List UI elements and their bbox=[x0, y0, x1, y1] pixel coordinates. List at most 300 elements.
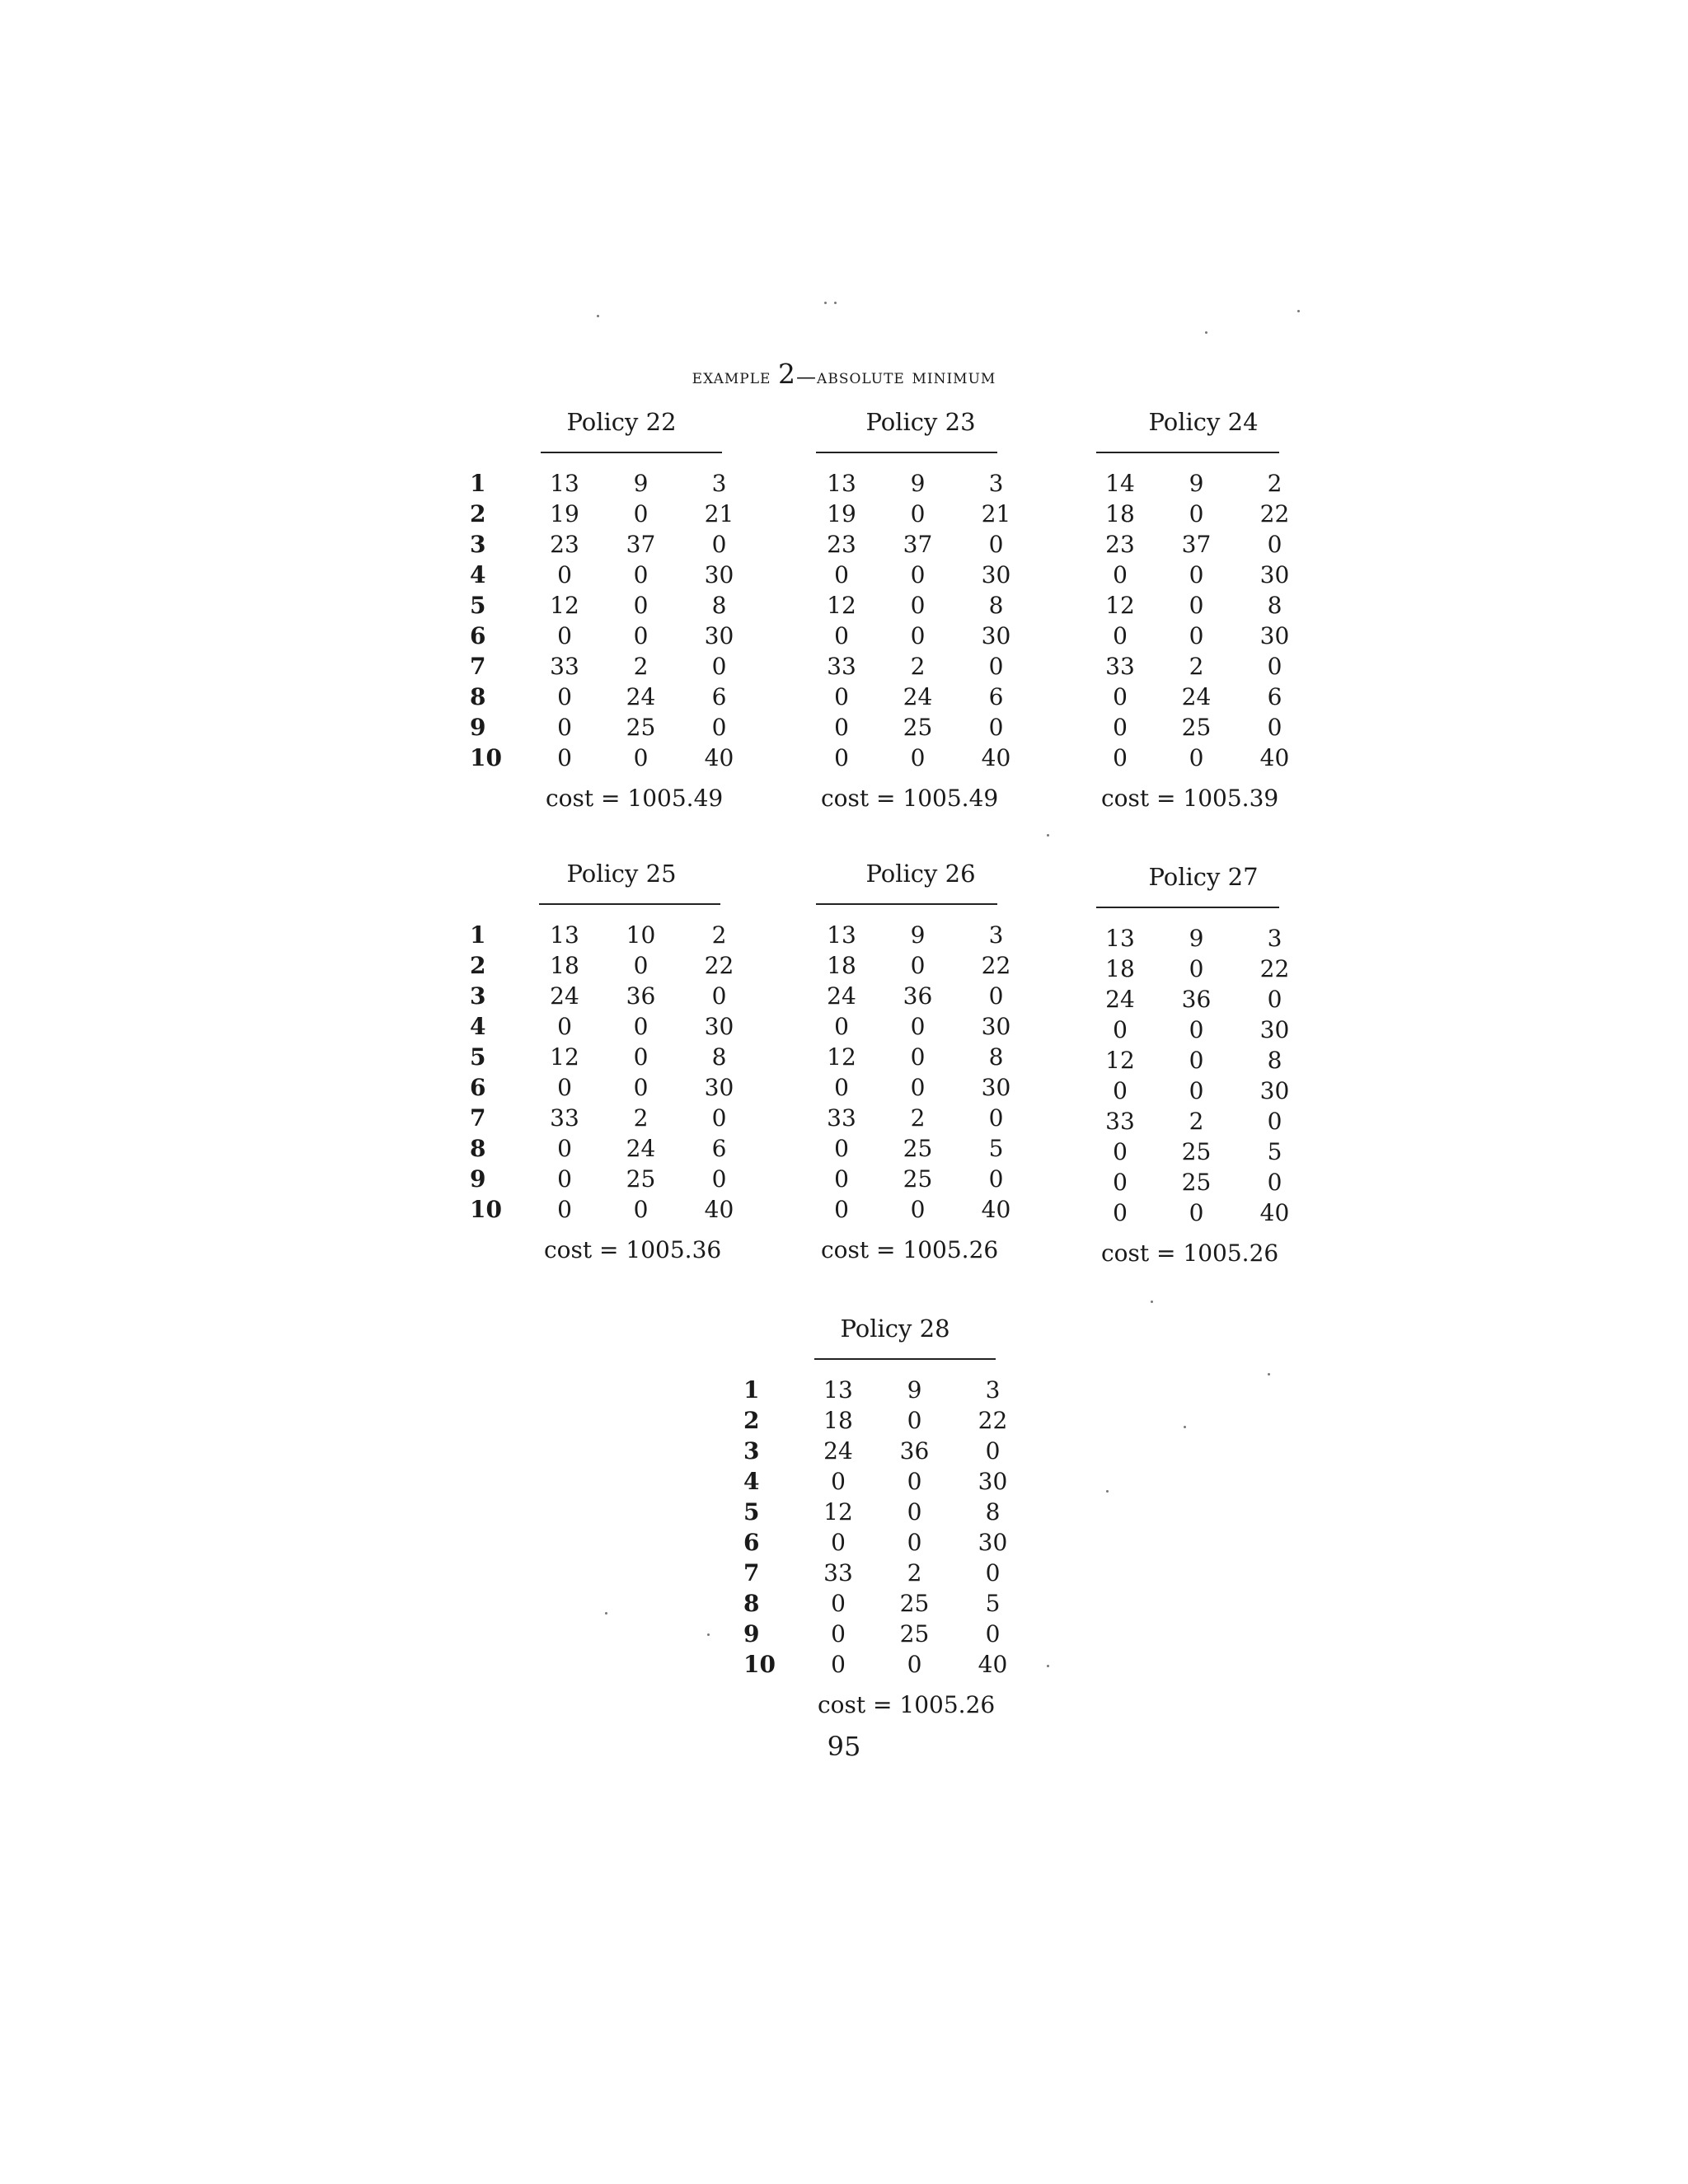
policy-table bbox=[804, 920, 1035, 1225]
table-row bbox=[743, 1375, 1032, 1405]
policy-title: Policy 26 bbox=[865, 860, 976, 888]
table-row bbox=[804, 920, 1035, 950]
policy-cost: cost = 1005.26 bbox=[818, 1691, 996, 1718]
table-cell: 24 bbox=[1105, 986, 1135, 1013]
table-cell: 0 bbox=[633, 592, 649, 619]
row-label: 2 bbox=[470, 952, 486, 979]
table-cell: 0 bbox=[910, 1043, 926, 1071]
table-row bbox=[804, 1011, 1035, 1042]
table-row bbox=[470, 950, 758, 981]
table-cell: 25 bbox=[903, 1165, 933, 1193]
table-cell: 36 bbox=[903, 982, 933, 1010]
table-cell: 33 bbox=[550, 1104, 579, 1132]
scan-speck bbox=[1184, 1426, 1186, 1428]
table-cell: 3 bbox=[985, 1376, 1001, 1404]
table-cell: 24 bbox=[903, 683, 933, 710]
policy-25-block bbox=[465, 855, 778, 1263]
policy-title: Policy 24 bbox=[1148, 408, 1259, 436]
table-cell: 37 bbox=[626, 531, 656, 558]
table-row bbox=[470, 1164, 758, 1194]
table-row bbox=[804, 590, 1035, 621]
table-row bbox=[804, 651, 1035, 682]
table-row bbox=[1083, 651, 1314, 682]
table-cell: 0 bbox=[633, 500, 649, 527]
table-cell: 0 bbox=[907, 1468, 922, 1495]
page-title bbox=[0, 358, 1688, 390]
table-cell: 10 bbox=[626, 921, 656, 949]
row-label: 2 bbox=[470, 500, 486, 527]
table-cell: 0 bbox=[831, 1590, 846, 1617]
row-label: 7 bbox=[470, 1104, 486, 1132]
table-cell: 24 bbox=[827, 982, 856, 1010]
table-cell: 0 bbox=[910, 622, 926, 649]
table-cell: 0 bbox=[988, 1165, 1004, 1193]
table-cell: 0 bbox=[1189, 955, 1204, 982]
row-label: 3 bbox=[743, 1437, 760, 1465]
table-cell: 0 bbox=[988, 653, 1004, 680]
page-number: 95 bbox=[827, 1731, 861, 1762]
table-cell: 0 bbox=[633, 744, 649, 771]
table-row bbox=[1083, 743, 1314, 773]
table-cell: 13 bbox=[1105, 925, 1135, 952]
table-cell: 30 bbox=[981, 1074, 1011, 1101]
table-cell: 12 bbox=[823, 1498, 853, 1526]
table-row bbox=[743, 1466, 1032, 1497]
table-cell: 0 bbox=[988, 531, 1004, 558]
table-cell: 0 bbox=[557, 744, 572, 771]
table-cell: 18 bbox=[550, 952, 579, 979]
table-cell: 30 bbox=[1259, 1077, 1290, 1104]
table-row bbox=[804, 1103, 1035, 1133]
table-cell: 30 bbox=[981, 1013, 1011, 1040]
table-cell: 36 bbox=[626, 982, 656, 1010]
table-cell: 0 bbox=[910, 500, 926, 527]
table-cell: 3 bbox=[988, 470, 1004, 497]
table-row bbox=[743, 1558, 1032, 1588]
table-cell: 23 bbox=[827, 531, 856, 558]
table-row bbox=[1083, 1167, 1314, 1197]
row-label: 10 bbox=[743, 1651, 776, 1678]
table-row bbox=[804, 621, 1035, 651]
table-cell: 25 bbox=[899, 1620, 930, 1647]
table-cell: 13 bbox=[550, 921, 579, 949]
row-label: 8 bbox=[470, 1135, 486, 1162]
table-cell: 0 bbox=[834, 1074, 849, 1101]
scan-speck bbox=[1268, 1373, 1270, 1376]
table-row bbox=[743, 1649, 1032, 1680]
table-cell: 22 bbox=[1259, 955, 1290, 982]
table-cell: 5 bbox=[1267, 1138, 1282, 1165]
table-row bbox=[743, 1619, 1032, 1649]
table-row bbox=[743, 1405, 1032, 1436]
table-cell: 18 bbox=[1105, 955, 1135, 982]
table-cell: 30 bbox=[981, 622, 1011, 649]
table-cell: 40 bbox=[978, 1651, 1008, 1678]
table-cell: 0 bbox=[988, 1104, 1004, 1132]
table-cell: 0 bbox=[1189, 622, 1204, 649]
row-label: 8 bbox=[743, 1590, 760, 1617]
table-row bbox=[804, 1164, 1035, 1194]
row-label: 5 bbox=[470, 1043, 486, 1071]
table-cell: 0 bbox=[834, 683, 849, 710]
table-cell: 0 bbox=[907, 1529, 922, 1556]
table-row bbox=[470, 920, 758, 950]
policy-24-block bbox=[1080, 404, 1393, 812]
table-cell: 0 bbox=[834, 1196, 849, 1223]
row-label: 1 bbox=[743, 1376, 760, 1404]
table-cell: 0 bbox=[834, 744, 849, 771]
table-cell: 0 bbox=[907, 1407, 922, 1434]
policy-rule bbox=[816, 452, 997, 453]
policy-23-block bbox=[801, 404, 1114, 812]
table-cell: 13 bbox=[827, 921, 856, 949]
table-cell: 3 bbox=[711, 470, 727, 497]
scan-speck bbox=[1047, 834, 1049, 837]
table-cell: 2 bbox=[1189, 1108, 1204, 1135]
table-cell: 40 bbox=[704, 1196, 734, 1223]
table-cell: 30 bbox=[1259, 622, 1290, 649]
table-cell: 22 bbox=[981, 952, 1011, 979]
table-cell: 0 bbox=[907, 1651, 922, 1678]
row-label: 7 bbox=[470, 653, 486, 680]
row-label: 10 bbox=[470, 744, 502, 771]
table-cell: 6 bbox=[711, 683, 727, 710]
table-cell: 0 bbox=[557, 1074, 572, 1101]
row-label: 9 bbox=[470, 714, 486, 741]
table-cell: 0 bbox=[1113, 683, 1128, 710]
table-row bbox=[470, 1133, 758, 1164]
table-cell: 12 bbox=[827, 1043, 856, 1071]
row-label: 4 bbox=[470, 1013, 486, 1040]
table-cell: 25 bbox=[903, 714, 933, 741]
table-cell: 0 bbox=[985, 1559, 1001, 1586]
table-cell: 25 bbox=[903, 1135, 933, 1162]
table-cell: 21 bbox=[981, 500, 1011, 527]
table-cell: 13 bbox=[827, 470, 856, 497]
table-cell: 0 bbox=[1189, 1016, 1204, 1043]
table-cell: 12 bbox=[550, 592, 579, 619]
table-cell: 0 bbox=[1113, 1016, 1128, 1043]
table-cell: 0 bbox=[1113, 1199, 1128, 1226]
table-cell: 0 bbox=[985, 1437, 1001, 1465]
policy-title: Policy 25 bbox=[566, 860, 677, 888]
table-cell: 12 bbox=[827, 592, 856, 619]
table-cell: 13 bbox=[550, 470, 579, 497]
table-cell: 30 bbox=[704, 561, 734, 588]
table-cell: 0 bbox=[1113, 1169, 1128, 1196]
table-cell: 18 bbox=[1105, 500, 1135, 527]
row-label: 7 bbox=[743, 1559, 760, 1586]
table-cell: 0 bbox=[711, 653, 727, 680]
table-row bbox=[470, 1103, 758, 1133]
table-cell: 0 bbox=[1189, 561, 1204, 588]
row-label: 10 bbox=[470, 1196, 502, 1223]
table-cell: 24 bbox=[1181, 683, 1212, 710]
table-cell: 0 bbox=[1267, 653, 1282, 680]
table-cell: 30 bbox=[1259, 561, 1290, 588]
policy-28-block bbox=[738, 1310, 1052, 1718]
row-label: 4 bbox=[470, 561, 486, 588]
table-row bbox=[1083, 1137, 1314, 1167]
table-cell: 6 bbox=[711, 1135, 727, 1162]
table-cell: 24 bbox=[550, 982, 579, 1010]
row-label: 6 bbox=[470, 1074, 486, 1101]
table-cell: 9 bbox=[1189, 925, 1204, 952]
table-cell: 0 bbox=[633, 1074, 649, 1101]
table-cell: 0 bbox=[1189, 1199, 1204, 1226]
table-row bbox=[804, 1133, 1035, 1164]
table-cell: 30 bbox=[704, 1074, 734, 1101]
table-cell: 9 bbox=[910, 921, 926, 949]
table-cell: 0 bbox=[633, 952, 649, 979]
table-row bbox=[804, 743, 1035, 773]
table-cell: 0 bbox=[834, 1135, 849, 1162]
table-cell: 0 bbox=[1189, 1077, 1204, 1104]
table-cell: 0 bbox=[910, 561, 926, 588]
policy-table bbox=[470, 920, 758, 1225]
scan-speck bbox=[1297, 310, 1300, 312]
row-label: 6 bbox=[470, 622, 486, 649]
table-row bbox=[804, 468, 1035, 499]
row-label: 6 bbox=[743, 1529, 760, 1556]
table-cell: 0 bbox=[711, 982, 727, 1010]
table-cell: 0 bbox=[633, 1196, 649, 1223]
table-cell: 24 bbox=[626, 1135, 656, 1162]
policy-table bbox=[804, 468, 1035, 773]
table-cell: 23 bbox=[1105, 531, 1135, 558]
table-cell: 0 bbox=[1189, 744, 1204, 771]
table-cell: 30 bbox=[704, 622, 734, 649]
table-cell: 0 bbox=[834, 622, 849, 649]
policy-rule bbox=[816, 903, 997, 905]
table-cell: 13 bbox=[823, 1376, 853, 1404]
policy-26-block bbox=[801, 855, 1114, 1263]
table-cell: 0 bbox=[711, 714, 727, 741]
table-row bbox=[470, 499, 758, 529]
table-cell: 0 bbox=[711, 1104, 727, 1132]
table-row bbox=[743, 1588, 1032, 1619]
row-label: 5 bbox=[470, 592, 486, 619]
table-cell: 2 bbox=[910, 653, 926, 680]
row-label: 1 bbox=[470, 470, 486, 497]
table-cell: 30 bbox=[704, 1013, 734, 1040]
table-row bbox=[1083, 499, 1314, 529]
table-cell: 2 bbox=[1189, 653, 1204, 680]
title-prefix: example bbox=[692, 365, 771, 388]
table-row bbox=[1083, 529, 1314, 560]
table-cell: 8 bbox=[1267, 592, 1282, 619]
table-cell: 0 bbox=[988, 982, 1004, 1010]
table-cell: 0 bbox=[557, 1196, 572, 1223]
table-cell: 6 bbox=[1267, 683, 1282, 710]
table-row bbox=[1083, 560, 1314, 590]
policy-title: Policy 23 bbox=[865, 408, 976, 436]
table-cell: 8 bbox=[988, 1043, 1004, 1071]
table-cell: 40 bbox=[981, 1196, 1011, 1223]
table-cell: 24 bbox=[823, 1437, 853, 1465]
table-row bbox=[470, 682, 758, 712]
table-cell: 37 bbox=[903, 531, 933, 558]
table-cell: 0 bbox=[1267, 986, 1282, 1013]
table-cell: 25 bbox=[626, 1165, 656, 1193]
table-cell: 12 bbox=[550, 1043, 579, 1071]
scan-speck bbox=[597, 315, 599, 317]
scan-speck bbox=[1205, 331, 1207, 334]
policy-cost: cost = 1005.49 bbox=[546, 785, 724, 812]
table-cell: 0 bbox=[834, 561, 849, 588]
policy-27-block bbox=[1080, 859, 1393, 1267]
table-cell: 0 bbox=[1113, 1077, 1128, 1104]
table-row bbox=[1083, 590, 1314, 621]
table-row bbox=[470, 1011, 758, 1042]
policy-rule bbox=[814, 1358, 996, 1360]
table-cell: 0 bbox=[1267, 1169, 1282, 1196]
table-cell: 37 bbox=[1181, 531, 1212, 558]
table-row bbox=[804, 950, 1035, 981]
table-cell: 40 bbox=[1259, 1199, 1290, 1226]
row-label: 3 bbox=[470, 531, 486, 558]
table-row bbox=[804, 499, 1035, 529]
table-cell: 9 bbox=[910, 470, 926, 497]
policy-rule bbox=[539, 903, 720, 905]
table-cell: 40 bbox=[704, 744, 734, 771]
table-row bbox=[1083, 712, 1314, 743]
table-cell: 5 bbox=[988, 1135, 1004, 1162]
table-row bbox=[1083, 621, 1314, 651]
policy-title: Policy 28 bbox=[840, 1315, 950, 1343]
table-row bbox=[470, 712, 758, 743]
table-cell: 5 bbox=[985, 1590, 1001, 1617]
table-cell: 0 bbox=[910, 1013, 926, 1040]
table-cell: 30 bbox=[978, 1529, 1008, 1556]
table-cell: 8 bbox=[711, 1043, 727, 1071]
policy-cost: cost = 1005.49 bbox=[821, 785, 999, 812]
row-label: 9 bbox=[743, 1620, 760, 1647]
policy-table bbox=[470, 468, 758, 773]
table-cell: 2 bbox=[633, 653, 649, 680]
table-row bbox=[743, 1436, 1032, 1466]
table-row bbox=[470, 1072, 758, 1103]
table-cell: 0 bbox=[1113, 714, 1128, 741]
table-cell: 24 bbox=[626, 683, 656, 710]
table-cell: 40 bbox=[1259, 744, 1290, 771]
policy-rule bbox=[1096, 907, 1279, 908]
title-suffix: —absolute minimum bbox=[796, 365, 996, 388]
table-cell: 0 bbox=[910, 744, 926, 771]
table-cell: 18 bbox=[823, 1407, 853, 1434]
table-cell: 0 bbox=[1113, 561, 1128, 588]
scan-speck bbox=[834, 302, 837, 304]
table-cell: 30 bbox=[978, 1468, 1008, 1495]
table-row bbox=[470, 560, 758, 590]
policy-cost: cost = 1005.36 bbox=[544, 1236, 722, 1263]
table-cell: 33 bbox=[1105, 1108, 1135, 1135]
table-cell: 0 bbox=[557, 622, 572, 649]
table-cell: 25 bbox=[1181, 1138, 1212, 1165]
table-cell: 0 bbox=[557, 714, 572, 741]
policy-22-block bbox=[465, 404, 778, 812]
table-cell: 12 bbox=[1105, 1047, 1135, 1074]
scan-speck bbox=[707, 1633, 710, 1636]
table-cell: 9 bbox=[633, 470, 649, 497]
table-cell: 0 bbox=[1189, 592, 1204, 619]
policy-rule bbox=[541, 452, 722, 453]
table-cell: 33 bbox=[550, 653, 579, 680]
table-cell: 9 bbox=[1189, 470, 1204, 497]
table-row bbox=[1083, 923, 1314, 954]
table-row bbox=[470, 651, 758, 682]
row-label: 1 bbox=[470, 921, 486, 949]
table-row bbox=[1083, 1106, 1314, 1137]
table-cell: 0 bbox=[834, 1165, 849, 1193]
scan-speck bbox=[1151, 1301, 1153, 1303]
table-cell: 3 bbox=[988, 921, 1004, 949]
table-cell: 19 bbox=[550, 500, 579, 527]
table-cell: 0 bbox=[988, 714, 1004, 741]
table-cell: 12 bbox=[1105, 592, 1135, 619]
table-cell: 2 bbox=[910, 1104, 926, 1132]
table-row bbox=[470, 1042, 758, 1072]
row-label: 3 bbox=[470, 982, 486, 1010]
table-row bbox=[1083, 468, 1314, 499]
table-cell: 8 bbox=[985, 1498, 1001, 1526]
table-cell: 0 bbox=[910, 1196, 926, 1223]
table-cell: 36 bbox=[899, 1437, 930, 1465]
table-row bbox=[1083, 954, 1314, 984]
policy-cost: cost = 1005.39 bbox=[1101, 785, 1279, 812]
table-row bbox=[743, 1527, 1032, 1558]
table-cell: 0 bbox=[1267, 714, 1282, 741]
table-cell: 0 bbox=[910, 592, 926, 619]
table-row bbox=[470, 1194, 758, 1225]
table-row bbox=[1083, 1197, 1314, 1228]
table-row bbox=[804, 1194, 1035, 1225]
table-row bbox=[804, 712, 1035, 743]
table-cell: 8 bbox=[711, 592, 727, 619]
table-cell: 2 bbox=[907, 1559, 922, 1586]
table-cell: 0 bbox=[831, 1620, 846, 1647]
table-cell: 0 bbox=[831, 1651, 846, 1678]
table-cell: 0 bbox=[1189, 500, 1204, 527]
table-cell: 30 bbox=[981, 561, 1011, 588]
table-cell: 0 bbox=[633, 1043, 649, 1071]
table-cell: 0 bbox=[557, 1165, 572, 1193]
table-cell: 8 bbox=[1267, 1047, 1282, 1074]
table-row bbox=[743, 1497, 1032, 1527]
table-cell: 0 bbox=[1113, 1138, 1128, 1165]
table-row bbox=[470, 590, 758, 621]
table-row bbox=[1083, 1015, 1314, 1045]
table-cell: 22 bbox=[978, 1407, 1008, 1434]
table-cell: 22 bbox=[1259, 500, 1290, 527]
table-cell: 0 bbox=[910, 952, 926, 979]
policy-title: Policy 22 bbox=[566, 408, 677, 436]
table-row bbox=[1083, 984, 1314, 1015]
table-row bbox=[804, 981, 1035, 1011]
scan-speck bbox=[1106, 1490, 1109, 1493]
table-cell: 33 bbox=[1105, 653, 1135, 680]
table-row bbox=[804, 682, 1035, 712]
table-cell: 0 bbox=[633, 1013, 649, 1040]
row-label: 8 bbox=[470, 683, 486, 710]
table-cell: 36 bbox=[1181, 986, 1212, 1013]
table-cell: 3 bbox=[1267, 925, 1282, 952]
table-cell: 0 bbox=[831, 1468, 846, 1495]
scan-speck bbox=[1047, 1665, 1049, 1667]
table-cell: 0 bbox=[1113, 622, 1128, 649]
policy-rule bbox=[1096, 452, 1279, 453]
table-cell: 25 bbox=[1181, 1169, 1212, 1196]
